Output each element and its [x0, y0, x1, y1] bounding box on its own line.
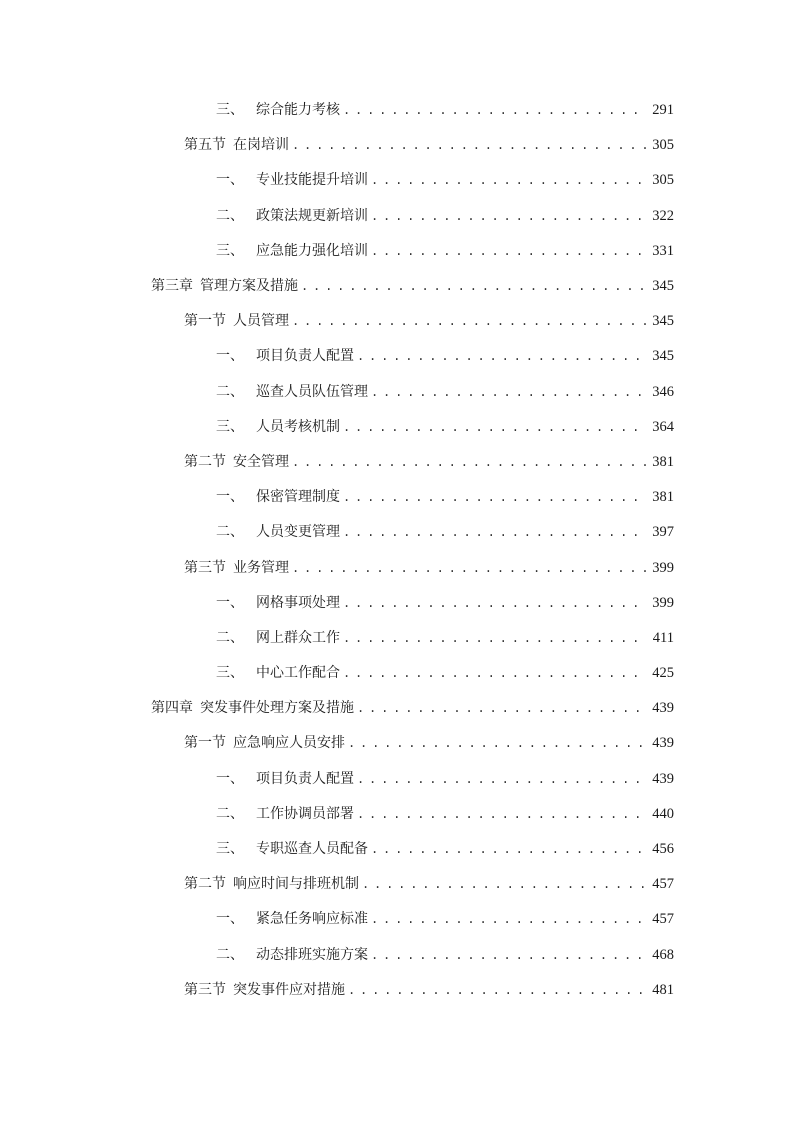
toc-entry-title: 专职巡查人员配备 [256, 841, 368, 858]
toc-entry-number: 二、 [216, 629, 244, 646]
toc-entry-page: 364 [652, 418, 674, 435]
dot-leader [343, 480, 646, 515]
toc-entry-page: 468 [652, 946, 674, 963]
toc-entry-page: 440 [652, 805, 674, 822]
toc-entry-number: 第三节 [184, 559, 226, 576]
toc-entry-page: 345 [652, 278, 674, 295]
dot-leader [343, 93, 646, 128]
toc-entry-title: 突发事件处理方案及措施 [200, 700, 354, 717]
toc-entry-page: 331 [652, 242, 674, 259]
toc-entry-page: 322 [652, 207, 674, 224]
toc-entry-number: 一、 [216, 489, 244, 506]
toc-entry[interactable] [0, 93, 793, 128]
toc-entry-title: 安全管理 [233, 453, 289, 470]
toc-entry[interactable] [0, 163, 793, 198]
dot-leader [362, 867, 646, 902]
toc-entry-title: 巡查人员队伍管理 [256, 383, 368, 400]
table-of-contents [0, 93, 793, 1008]
dot-leader [357, 691, 646, 726]
toc-entry[interactable] [0, 867, 793, 902]
dot-leader [343, 410, 646, 445]
dot-leader [371, 199, 646, 234]
toc-entry-page: 457 [652, 911, 674, 928]
toc-entry[interactable] [0, 199, 793, 234]
dot-leader [371, 832, 646, 867]
toc-entry-number: 二、 [216, 946, 244, 963]
toc-entry-title: 专业技能提升培训 [256, 172, 368, 189]
dot-leader [343, 656, 646, 691]
dot-leader [292, 445, 646, 480]
dot-leader [348, 726, 646, 761]
toc-entry[interactable] [0, 938, 793, 973]
toc-entry-title: 工作协调员部署 [256, 805, 354, 822]
toc-entry-title: 应急响应人员安排 [233, 735, 345, 752]
toc-entry-title: 网上群众工作 [256, 629, 340, 646]
toc-entry-page: 439 [652, 770, 674, 787]
toc-entry-title: 紧急任务响应标准 [256, 911, 368, 928]
toc-entry-title: 响应时间与排班机制 [233, 876, 359, 893]
toc-entry-page: 345 [652, 313, 674, 330]
toc-entry-title: 人员考核机制 [256, 418, 340, 435]
dot-leader [348, 973, 646, 1008]
toc-entry[interactable] [0, 234, 793, 269]
toc-entry-number: 三、 [216, 102, 244, 119]
toc-entry-number: 第一节 [184, 735, 226, 752]
toc-entry-title: 保密管理制度 [256, 489, 340, 506]
dot-leader [357, 762, 646, 797]
toc-entry-number: 一、 [216, 594, 244, 611]
toc-entry[interactable] [0, 480, 793, 515]
toc-entry-number: 三、 [216, 242, 244, 259]
dot-leader [371, 163, 646, 198]
dot-leader [292, 551, 646, 586]
toc-entry-title: 人员管理 [233, 313, 289, 330]
toc-entry-number: 第四章 [151, 700, 193, 717]
dot-leader [343, 515, 646, 550]
toc-entry-page: 305 [652, 172, 674, 189]
dot-leader [357, 797, 646, 832]
dot-leader [301, 269, 646, 304]
toc-entry[interactable] [0, 726, 793, 761]
toc-entry-page: 346 [652, 383, 674, 400]
toc-entry-page: 397 [652, 524, 674, 541]
toc-entry-number: 二、 [216, 524, 244, 541]
toc-entry-number: 一、 [216, 911, 244, 928]
toc-entry-title: 动态排班实施方案 [256, 946, 368, 963]
toc-entry-page: 399 [652, 594, 674, 611]
toc-entry[interactable] [0, 973, 793, 1008]
toc-entry-number: 第二节 [184, 876, 226, 893]
toc-entry-number: 三、 [216, 841, 244, 858]
toc-entry-title: 管理方案及措施 [200, 278, 298, 295]
dot-leader [343, 621, 647, 656]
toc-entry-page: 439 [652, 735, 674, 752]
dot-leader [371, 375, 646, 410]
toc-entry[interactable] [0, 656, 793, 691]
toc-entry-page: 345 [652, 348, 674, 365]
toc-entry-title: 综合能力考核 [256, 102, 340, 119]
dot-leader [292, 304, 646, 339]
toc-entry-number: 一、 [216, 770, 244, 787]
toc-entry-title: 中心工作配合 [256, 665, 340, 682]
toc-entry-number: 二、 [216, 207, 244, 224]
toc-entry-page: 425 [652, 665, 674, 682]
dot-leader [292, 128, 646, 163]
toc-entry[interactable] [0, 902, 793, 937]
dot-leader [371, 938, 646, 973]
toc-entry-number: 第五节 [184, 137, 226, 154]
toc-entry-number: 一、 [216, 348, 244, 365]
dot-leader [343, 586, 646, 621]
toc-entry-number: 二、 [216, 805, 244, 822]
toc-entry-page: 381 [652, 489, 674, 506]
dot-leader [371, 902, 646, 937]
toc-entry[interactable] [0, 550, 793, 585]
toc-entry[interactable] [0, 445, 793, 480]
toc-entry-title: 政策法规更新培训 [256, 207, 368, 224]
toc-entry[interactable] [0, 515, 793, 550]
toc-entry[interactable] [0, 339, 793, 374]
toc-entry[interactable] [0, 128, 793, 163]
toc-entry-title: 网格事项处理 [256, 594, 340, 611]
toc-entry-number: 第三节 [184, 981, 226, 998]
toc-entry-title: 人员变更管理 [256, 524, 340, 541]
toc-entry[interactable] [0, 304, 793, 339]
toc-entry[interactable] [0, 586, 793, 621]
toc-entry-page: 456 [652, 841, 674, 858]
toc-entry-number: 二、 [216, 383, 244, 400]
toc-entry-page: 291 [652, 102, 674, 119]
toc-entry-page: 457 [652, 876, 674, 893]
toc-entry-title: 项目负责人配置 [256, 770, 354, 787]
toc-entry[interactable] [0, 269, 793, 304]
toc-entry[interactable] [0, 410, 793, 445]
dot-leader [357, 339, 646, 374]
dot-leader [371, 234, 646, 269]
toc-entry-title: 突发事件应对措施 [233, 981, 345, 998]
toc-entry-number: 三、 [216, 418, 244, 435]
toc-entry[interactable] [0, 375, 793, 410]
toc-entry-title: 应急能力强化培训 [256, 242, 368, 259]
toc-entry-page: 381 [652, 453, 674, 470]
toc-entry-title: 在岗培训 [233, 137, 289, 154]
toc-entry[interactable] [0, 621, 793, 656]
toc-entry-number: 三、 [216, 665, 244, 682]
toc-entry-page: 399 [652, 559, 674, 576]
toc-entry-number: 第二节 [184, 453, 226, 470]
toc-entry-page: 305 [652, 137, 674, 154]
toc-entry-page: 439 [652, 700, 674, 717]
toc-entry-number: 第一节 [184, 313, 226, 330]
toc-entry[interactable] [0, 762, 793, 797]
toc-entry[interactable] [0, 797, 793, 832]
toc-entry[interactable] [0, 691, 793, 726]
toc-entry-page: 411 [652, 629, 674, 646]
toc-entry-title: 项目负责人配置 [256, 348, 354, 365]
toc-entry-title: 业务管理 [233, 559, 289, 576]
toc-entry[interactable] [0, 832, 793, 867]
toc-entry-number: 第三章 [151, 278, 193, 295]
toc-entry-page: 481 [652, 981, 674, 998]
toc-entry-number: 一、 [216, 172, 244, 189]
